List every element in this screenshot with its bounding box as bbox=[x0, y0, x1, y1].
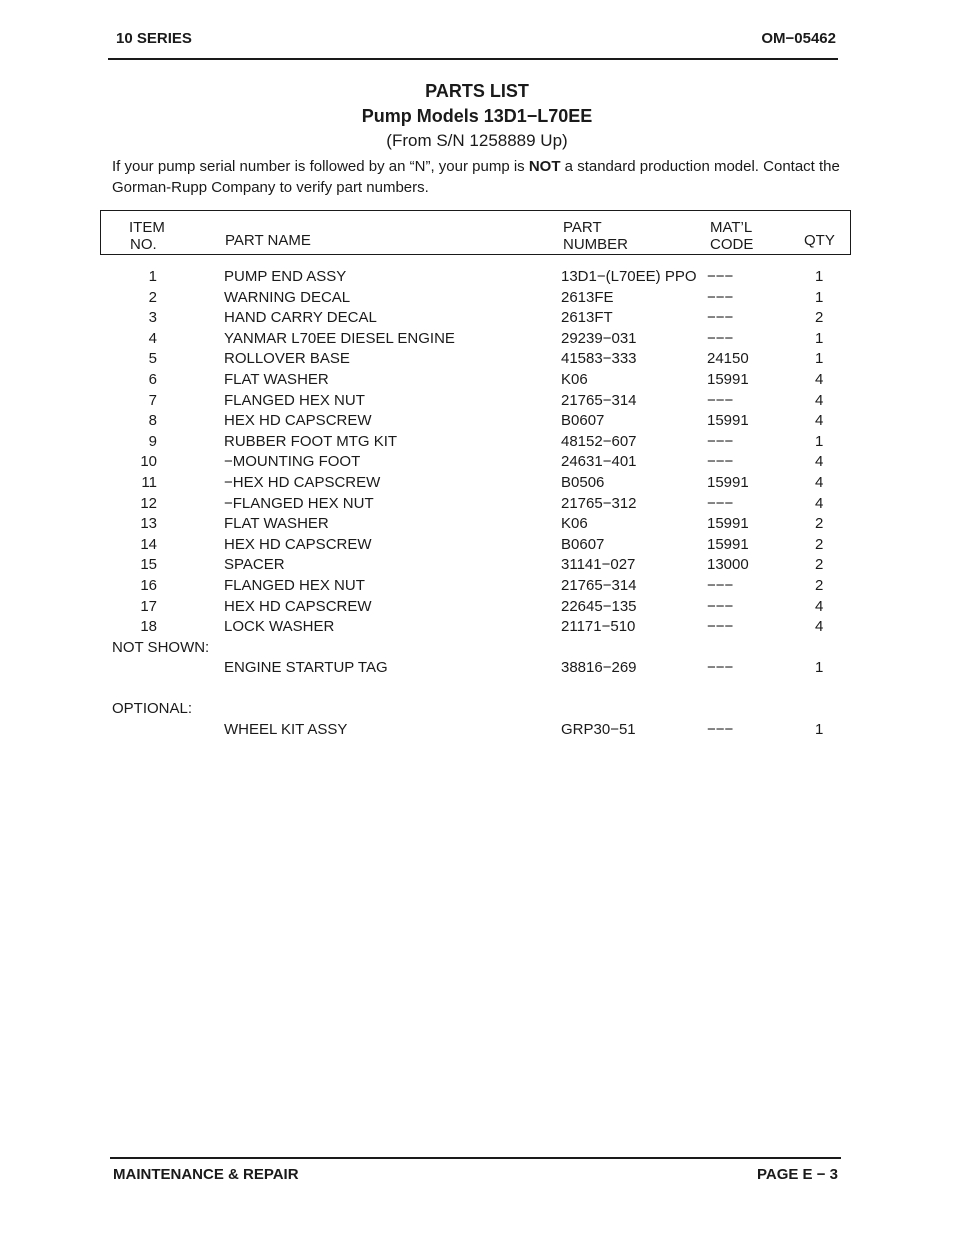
table-row bbox=[0, 391, 954, 412]
part-name: FLANGED HEX NUT bbox=[224, 576, 365, 594]
quantity: 1 bbox=[815, 268, 824, 285]
table-row bbox=[0, 617, 954, 638]
part-number: K06 bbox=[561, 370, 588, 388]
header-rule bbox=[108, 58, 838, 60]
item-number: 5 bbox=[148, 350, 157, 368]
material-code: −−− bbox=[707, 721, 734, 739]
header-item-no bbox=[129, 219, 165, 253]
table-row bbox=[0, 576, 954, 597]
part-name: SPACER bbox=[224, 556, 285, 574]
material-code: −−− bbox=[707, 453, 734, 471]
part-number: 13D1−(L70EE) PPO bbox=[561, 268, 697, 285]
table-row bbox=[0, 288, 954, 309]
quantity: 2 bbox=[815, 515, 824, 533]
quantity: 4 bbox=[815, 597, 824, 615]
item-number: 6 bbox=[148, 370, 157, 388]
quantity: 2 bbox=[815, 556, 824, 574]
page-number: PAGE E − 3 bbox=[756, 1166, 838, 1183]
header-part-line2: NUMBER bbox=[563, 236, 629, 253]
table-row bbox=[0, 514, 954, 535]
part-name: FLAT WASHER bbox=[224, 515, 329, 533]
material-code: −−− bbox=[707, 576, 734, 594]
part-number: 2613FT bbox=[561, 309, 613, 327]
table-row bbox=[0, 658, 954, 679]
quantity: 4 bbox=[815, 473, 824, 491]
part-number: 21171−510 bbox=[561, 618, 636, 636]
item-number: 12 bbox=[140, 494, 157, 512]
intro-paragraph bbox=[112, 156, 852, 198]
header-item-line2: NO. bbox=[130, 236, 157, 253]
material-code: 24150 bbox=[707, 350, 749, 368]
item-number: 10 bbox=[140, 453, 157, 471]
parts-table-body bbox=[0, 267, 954, 741]
page-title: PARTS LIST bbox=[425, 81, 529, 101]
part-name: WHEEL KIT ASSY bbox=[224, 721, 348, 739]
table-row bbox=[0, 452, 954, 473]
item-number: 9 bbox=[148, 432, 157, 450]
intro-text-before: If your pump serial number is followed by an “N”, your pump is bbox=[112, 158, 529, 175]
material-code: −−− bbox=[707, 309, 734, 327]
table-row bbox=[0, 597, 954, 618]
part-name: FLAT WASHER bbox=[224, 370, 329, 388]
footer-rule bbox=[110, 1157, 841, 1159]
part-number: 38816−269 bbox=[561, 659, 637, 677]
table-row bbox=[0, 720, 954, 741]
header-matl-line1: MAT’L bbox=[710, 219, 753, 236]
part-name: −MOUNTING FOOT bbox=[224, 453, 361, 471]
table-row bbox=[0, 411, 954, 432]
part-number: 22645−135 bbox=[561, 597, 637, 615]
page-subtitle: Pump Models 13D1−L70EE bbox=[361, 106, 593, 126]
part-name: HEX HD CAPSCREW bbox=[224, 597, 372, 615]
not-shown-label: NOT SHOWN: bbox=[112, 638, 210, 656]
intro-text-bold: NOT bbox=[528, 158, 561, 175]
table-header-box bbox=[100, 210, 851, 255]
part-name: HEX HD CAPSCREW bbox=[224, 535, 372, 553]
header-matl-line2: CODE bbox=[710, 236, 754, 253]
quantity: 1 bbox=[815, 288, 824, 306]
quantity: 4 bbox=[815, 494, 824, 512]
part-number: 21765−314 bbox=[561, 391, 637, 409]
item-number: 11 bbox=[141, 473, 157, 491]
quantity: 1 bbox=[815, 432, 824, 450]
material-code: −−− bbox=[707, 432, 734, 450]
part-number: 24631−401 bbox=[561, 453, 637, 471]
table-row bbox=[0, 329, 954, 350]
material-code: −−− bbox=[707, 618, 734, 636]
part-number: 21765−314 bbox=[561, 576, 637, 594]
quantity: 2 bbox=[815, 309, 824, 327]
intro-text-after: a standard production model. Contact the Gorman-Rupp Company to verify part numbers. bbox=[112, 158, 840, 196]
part-number: 31141−027 bbox=[561, 556, 636, 574]
part-name: YANMAR L70EE DIESEL ENGINE bbox=[224, 329, 455, 347]
part-name: HAND CARRY DECAL bbox=[224, 309, 377, 327]
item-number: 2 bbox=[148, 288, 157, 306]
item-number: 1 bbox=[148, 268, 157, 285]
material-code: 13000 bbox=[707, 556, 749, 574]
quantity: 1 bbox=[815, 721, 824, 739]
document-number: OM−05462 bbox=[761, 30, 836, 47]
part-number: 41583−333 bbox=[561, 350, 637, 368]
item-number: 16 bbox=[140, 576, 157, 594]
part-number: 29239−031 bbox=[561, 329, 637, 347]
header-part-number bbox=[563, 219, 628, 253]
quantity: 4 bbox=[815, 412, 824, 430]
part-number: K06 bbox=[561, 515, 588, 533]
optional-section bbox=[0, 699, 954, 720]
item-number: 18 bbox=[140, 618, 157, 636]
quantity: 4 bbox=[815, 391, 824, 409]
header-part-name: PART NAME bbox=[225, 232, 311, 249]
table-row bbox=[0, 432, 954, 453]
item-number: 4 bbox=[148, 329, 157, 347]
part-number: 21765−312 bbox=[561, 494, 637, 512]
series-label: 10 SERIES bbox=[116, 30, 192, 47]
header-qty: QTY bbox=[804, 232, 835, 249]
part-number: B0506 bbox=[561, 473, 605, 491]
table-row bbox=[0, 494, 954, 515]
item-number: 15 bbox=[140, 556, 157, 574]
section-name: MAINTENANCE & REPAIR bbox=[113, 1166, 299, 1183]
material-code: −−− bbox=[707, 659, 734, 677]
part-name: LOCK WASHER bbox=[224, 618, 335, 636]
table-row bbox=[0, 535, 954, 556]
quantity: 1 bbox=[815, 350, 824, 368]
material-code: −−− bbox=[707, 391, 734, 409]
item-number: 3 bbox=[148, 309, 157, 327]
header-part-line1: PART bbox=[563, 219, 602, 236]
table-row bbox=[0, 370, 954, 391]
part-name: −HEX HD CAPSCREW bbox=[224, 473, 381, 491]
part-name: FLANGED HEX NUT bbox=[224, 391, 365, 409]
table-row bbox=[0, 349, 954, 370]
quantity: 4 bbox=[815, 618, 824, 636]
table-row bbox=[0, 473, 954, 494]
material-code: 15991 bbox=[707, 473, 749, 491]
part-number: GRP30−51 bbox=[561, 721, 636, 739]
not-shown-section bbox=[0, 638, 954, 659]
part-number: B0607 bbox=[561, 412, 605, 430]
material-code: −−− bbox=[707, 288, 734, 306]
table-row bbox=[0, 555, 954, 576]
quantity: 1 bbox=[815, 659, 824, 677]
part-name: ROLLOVER BASE bbox=[224, 350, 350, 368]
part-name: PUMP END ASSY bbox=[224, 268, 347, 285]
material-code: −−− bbox=[707, 329, 734, 347]
part-name: −FLANGED HEX NUT bbox=[224, 494, 374, 512]
item-number: 7 bbox=[148, 391, 157, 409]
part-name: HEX HD CAPSCREW bbox=[224, 412, 372, 430]
serial-range: (From S/N 1258889 Up) bbox=[386, 131, 568, 150]
item-number: 8 bbox=[148, 412, 157, 430]
part-name: ENGINE STARTUP TAG bbox=[224, 659, 388, 677]
quantity: 2 bbox=[815, 576, 824, 594]
item-number: 14 bbox=[140, 535, 157, 553]
part-name: WARNING DECAL bbox=[224, 288, 351, 306]
material-code: 15991 bbox=[707, 412, 749, 430]
table-row bbox=[0, 267, 954, 288]
part-number: B0607 bbox=[561, 535, 605, 553]
quantity: 1 bbox=[815, 329, 824, 347]
table-row bbox=[0, 308, 954, 329]
item-number: 17 bbox=[140, 597, 157, 615]
part-number: 48152−607 bbox=[561, 432, 637, 450]
material-code: 15991 bbox=[707, 370, 749, 388]
header-item-line1: ITEM bbox=[129, 219, 165, 236]
optional-label: OPTIONAL: bbox=[112, 700, 193, 718]
material-code: −−− bbox=[707, 268, 734, 285]
quantity: 2 bbox=[815, 535, 824, 553]
material-code: −−− bbox=[707, 597, 734, 615]
part-number: 2613FE bbox=[561, 288, 614, 306]
material-code: 15991 bbox=[707, 535, 749, 553]
section-gap bbox=[0, 679, 954, 700]
item-number: 13 bbox=[140, 515, 157, 533]
material-code: 15991 bbox=[707, 515, 749, 533]
part-name: RUBBER FOOT MTG KIT bbox=[224, 432, 398, 450]
quantity: 4 bbox=[815, 453, 824, 471]
header-matl-code bbox=[710, 219, 753, 253]
material-code: −−− bbox=[707, 494, 734, 512]
quantity: 4 bbox=[815, 370, 824, 388]
